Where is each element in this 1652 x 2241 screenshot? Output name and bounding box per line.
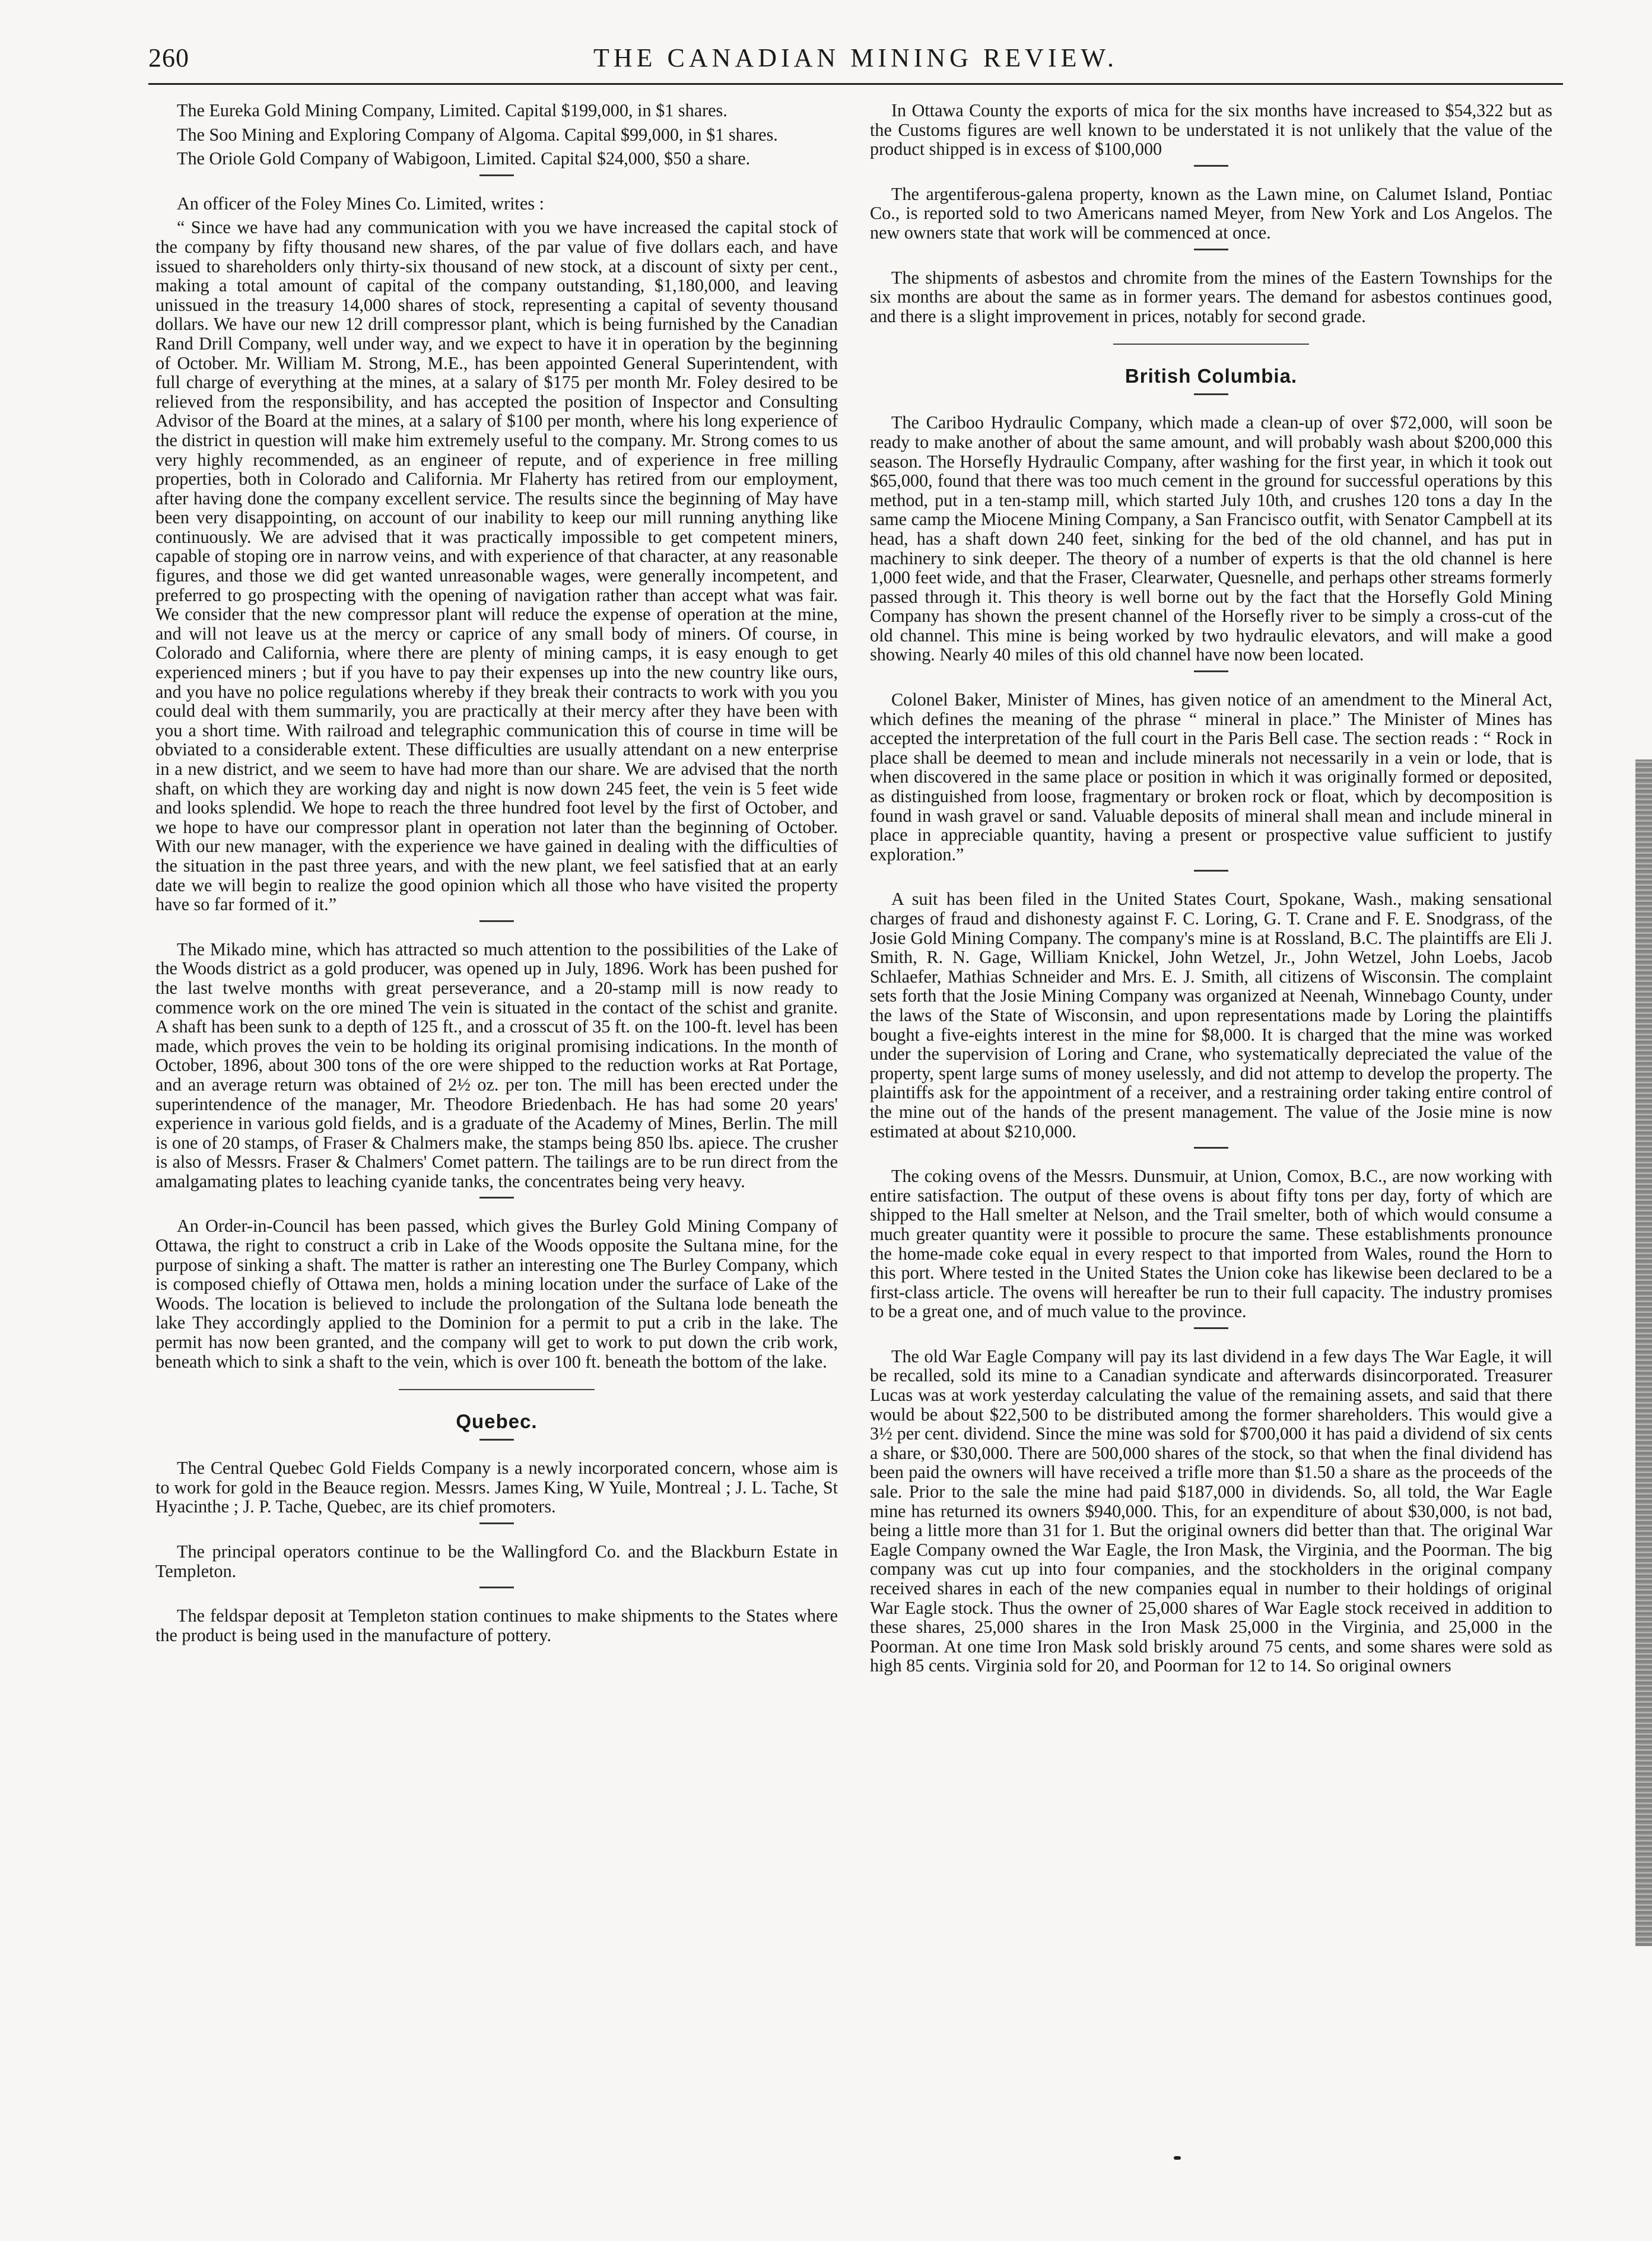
- left-column: [155, 101, 838, 2130]
- josie-suit-article: A suit has been filed in the United States Court, Spokane, Wash., making sensational charges of fraud and dishonesty against F. C. Loring, G. T. Crane and F. E. Snodgrass, of the Josie Gold Mining Company. The company's mine is at Rossland, B.C. The plaintiffs are Eli J. Smith, R. N. Gage, William Knickel, John Wetzel, Jr., John Wetzel, John Loebs, Jacob Schlaefer, Mathias Schneider and Mrs. E. J. Smith, all citizens of Wisconsin. The complaint sets forth that the Josie Mining Company was organized at Neenah, Winnebago County, under the laws of the State of Wisconsin, and upon representations made by Loring the plaintiffs bought a five-eights interest in the mine for $8,000. It is charged that the mine was worked under the supervision of Loring and Crane, who systematically depreciated the value of the property, spent large sums of money uselessly, and did not attemp to develop the property. The plaintiffs ask for the appointment of a receiver, and a restraining order taking entire control of the mine out of the hands of the present management. The value of the Josie mine is now estimated at about $210,000.: [870, 889, 1552, 1142]
- quebec-operators-article: The principal operators continue to be the Wallingford Co. and the Blackburn Estate in Templeton.: [155, 1541, 838, 1581]
- quebec-heading: Quebec.: [456, 1410, 538, 1433]
- mikado-article: The Mikado mine, which has attracted so much attention to the possibilities of the Lake of the Woods district as a gold producer, was opened up in July, 1896. Work has been pushed for the last twelve months with great perseverance, and a 20-stamp mill is now ready to commence work on the ore mined The vein is situated in the contact of the schist and granite. A shaft has been sunk to a depth of 125 ft., and a crosscut of 35 ft. on the 100-ft. level has been made, which proves the vein to be holding its original promising indications. In the month of October, 1896, about 300 tons of the ore were shipped to the reduction works at Rat Portage, and an average return was obtained of 2½ oz. per ton. The mill has been erected under the superintendence of the manager, Mr. Theodore Briedenbach. He has had some 20 years' experience in various gold fields, and is a graduate of the Academy of Mines, Berlin. The mill is one of 20 stamps, of Fraser & Chalmers make, the stamps being 850 lbs. apiece. The crusher is also of Messrs. Fraser & Chalmers' Comet pattern. The tailings are to be run direct from the amalgamating plates to leaching cyanide tanks, the concentrates being very heavy.: [155, 939, 838, 1191]
- separator: [1194, 1327, 1228, 1329]
- mineral-act-article: Colonel Baker, Minister of Mines, has given notice of an amendment to the Mineral Act, which defines the meaning of the phrase “ mineral in place.” The Minister of Mines has accepted the interpretation of the full court in the Paris Bell case. The section reads : “ Rock in place shall be deemed to mean and include minerals not necessarily in a vein or lode, that is when discovered in the same place or position in which it was originally formed or deposited, as distinguished from loose, fragmentary or broken rock or float, which by decomposition is found in wash gravel or sand. Valuable deposits of mineral shall mean and include mineral in place in appreciable quantity, having a present or prospective value sufficient to justify exploration.”: [870, 689, 1552, 864]
- company-listing: The Eureka Gold Mining Company, Limited. Capital $199,000, in $1 shares.: [177, 101, 727, 120]
- war-eagle-article: The old War Eagle Company will pay its last dividend in a few days The War Eagle, it will be recalled, sold its mine to a Canadian syndicate and afterwards disincorporated. Treasurer Lucas was at work yesterday calculating the value of the remaining assets, and said that there would be about $22,500 to be distributed among the former shareholders. This would give a 3½ per cent. dividend. Since the mine was sold for $700,000 it has paid a dividend of six cents a share, or $30,000. There are 500,000 shares of the stock, so that when the final dividend has been paid the owners will have received a trifle more than $1.50 a share as the proceeds of the sale. Prior to the sale the mine had paid $187,000 in dividends. So, all told, the War Eagle mine has returned its owners $940,000. This, for an expenditure of about $30,000, is not bad, being a little more than 31 for 1. But the original owners did better than that. The original War Eagle Company owned the War Eagle, the Iron Mask, the Virginia, and the Poorman. The big company was cut up into four companies, and the stockholders in the original company received shares in each of the new companies equal in number to their holdings of original War Eagle stock. Thus the owner of 25,000 shares of War Eagle stock received in addition to these shares, 25,000 shares in the Iron Mask 25,000 in the Virginia, and 25,000 in the Poorman. At one time Iron Mask sold briskly around 75 cents, and some shares were sold as high 85 cents. Virginia sold for 20, and Poorman for 12 to 14. So original owners: [870, 1346, 1552, 1676]
- section-rule: [1113, 344, 1309, 345]
- burley-article: An Order-in-Council has been passed, which gives the Burley Gold Mining Company of Ottawa, the right to construct a crib in Lake of the Woods opposite the Sultana mine, for the purpose of sinking a shaft. The matter is rather an interesting one The Burley Company, which is composed chiefly of Ottawa men, holds a mining location under the surface of Lake of the Woods. The location is believed to include the prolongation of the Sultana lode beneath the lake They accordingly applied to the Dominion for a permit to put a crib in the lake. The permit has now been granted, and the company will get to work to put down the crib work, beneath which to sink a shaft to the vein, which is over 100 ft. beneath the bottom of the lake.: [155, 1216, 838, 1372]
- separator: [479, 1587, 514, 1588]
- quebec-feldspar-article: The feldspar deposit at Templeton station continues to make shipments to the States where the product is being used in the manufacture of pottery.: [155, 1606, 838, 1645]
- section-rule: [399, 1389, 595, 1390]
- header-rule: [148, 83, 1563, 85]
- masthead: THE CANADIAN MINING REVIEW.: [593, 43, 1118, 72]
- separator: [479, 1439, 514, 1441]
- separator: [1194, 393, 1228, 395]
- page-number: 260: [148, 43, 189, 72]
- separator: [1194, 249, 1228, 250]
- separator: [479, 1522, 514, 1524]
- separator: [1194, 1147, 1228, 1149]
- scan-speck: [1174, 2156, 1181, 2160]
- company-listing: The Soo Mining and Exploring Company of Algoma. Capital $99,000, in $1 shares.: [177, 124, 778, 145]
- foley-intro: An officer of the Foley Mines Co. Limited, writes :: [177, 193, 545, 214]
- galena-article: The argentiferous-galena property, known as the Lawn mine, on Calumet Island, Pontiac Co., is reported sold to two Americans named Meyer, from New York and Los Angelos. The new owners state that work will be commenced at once.: [870, 183, 1552, 243]
- page-header: [148, 43, 1563, 76]
- right-column: [870, 101, 1552, 2130]
- mica-article: In Ottawa County the exports of mica for the six months have increased to $54,322 but as the Customs figures are well known to be understated it is not unlikely that the value of the product shipped is in excess of $100,000: [870, 101, 1552, 160]
- company-listing: The Oriole Gold Company of Wabigoon, Limited. Capital $24,000, $50 a share.: [177, 148, 751, 169]
- quebec-central-article: The Central Quebec Gold Fields Company is a newly incorporated concern, whose aim is to work for gold in the Beauce region. Messrs. James King, W Yuile, Montreal ; J. L. Tache, St Hyacinthe ; J. P. Tache, Quebec, are its chief promoters.: [155, 1458, 838, 1517]
- separator: [479, 920, 514, 922]
- separator: [1194, 165, 1228, 167]
- separator: [479, 174, 514, 176]
- separator: [1194, 670, 1228, 672]
- scan-edge-mark: [1635, 759, 1652, 1946]
- british-columbia-heading: British Columbia.: [1124, 365, 1298, 387]
- cariboo-article: The Cariboo Hydraulic Company, which made a clean-up of over $72,000, will soon be ready to make another of about the same amount, and will probably wash about $200,000 this season. The Horsefly Hydraulic Company, after washing for the first year, in which it took out $65,000, found that there was too much cement in the ground for successful operations by this method, put in a ten-stamp mill, which started July 10th, and crushes 120 tons a day In the same camp the Miocene Mining Company, a San Francisco outfit, with Senator Campbell at its head, has a shaft down 240 feet, sinking for the bed of the old channel, and has put in machinery to sink deeper. The theory of a number of experts is that the old channel is here 1,000 feet wide, and that the Fraser, Clearwater, Quesnelle, and perhaps other streams formerly passed through it. This theory is well borne out by the fact that the Horsefly Gold Mining Company has shown the present channel of the Horsefly river to be simply a cross-cut of the old channel. This mine is being worked by two hydraulic elevators, and will make a good showing. Nearly 40 miles of this old channel have now been located.: [870, 412, 1552, 665]
- separator: [1194, 870, 1228, 872]
- separator: [479, 1197, 514, 1199]
- foley-letter: “ Since we have had any communication with you we have increased the capital stock of the company by fifty thousand new shares, of the par value of five dollars each, and have issued to shareholders only thirty-six thousand of new stock, at a discount of sixty per cent., making a total amount of capital of the company outstanding, $1,180,000, and leaving unissued in the treasury 14,000 shares of stock, representing a capital of seventy thousand dollars. We have our new 12 drill compressor plant, which is being furnished by the Canadian Rand Drill Company, well under way, and we expect to have it in operation by the beginning of October. Mr. William M. Strong, M.E., has been appointed General Superintendent, with full charge of everything at the mines, at a salary of $175 per month Mr. Foley desired to be relieved from the responsibility, and has accepted the position of Inspector and Consulting Advisor of the Board at the mines, at a salary of $100 per month, where his long experience of the district in question will make him extremely useful to the company. Mr. Strong comes to us very highly recommended, as an engineer of repute, and of experience in free milling properties, both in Colorado and California. Mr Flaherty has retired from our employment, after having done the company excellent service. The results since the beginning of May have been very disappointing, on account of our inability to keep our mill running anything like continuously. We are advised that it was practically impossible to get competent miners, capable of stoping ore in narrow veins, and with experience of that character, at any reasonable figures, and those we did get wanted unreasonable wages, were generally incompetent, and preferred to go prospecting with the opening of navigation rather than accept what was fair. We consider that the new compressor plant will reduce the expense of operation at the mine, and will not leave us at the mercy or caprice of any small body of miners. Of course, in Colorado and California, where there are plenty of mining camps, it is easy enough to get experienced miners ; but if you have to pay their expenses up into the new country like ours, and you have no police regulations whereby if they break their contracts to work with you you could deal with them summarily, you are practically at their mercy after they have been with you a short time. With railroad and telegraphic communication this of course in time will be obviated to a considerable extent. These difficulties are usually attendant on a new enterprise in a new district, and we seem to have had more than our share. We are advised that the north shaft, on which they are working day and night is now down 245 feet, the vein is 5 feet wide and looks splendid. We hope to reach the three hundred foot level by the first of October, and we hope to have our compressor plant in operation not later than the beginning of October. With our new manager, with the experience we have gained in dealing with the difficulties of the situation in the past three years, and with the new plant, we feel satisfied that at an early date we will begin to realize the good opinion which all those who have visited the property have so far formed of it.”: [155, 217, 838, 915]
- asbestos-article: The shipments of asbestos and chromite from the mines of the Eastern Townships for the six months are about the same as in former years. The demand for asbestos continues good, and there is a slight improvement in prices, notably for second grade.: [870, 267, 1552, 326]
- coking-ovens-article: The coking ovens of the Messrs. Dunsmuir, at Union, Comox, B.C., are now working with entire satisfaction. The output of these ovens is about fifty tons per day, forty of which are shipped to the Hall smelter at Nelson, and the Trail smelter, both of which would consume a much greater quantity were it possible to procure the same. These establishments pronounce the home-made coke equal in every respect to that imported from Wales, round the Horn to this port. Where tested in the United States the Union coke has likewise been declared to be a first-class article. The ovens will hereafter be run to their full capacity. The industry promises to be a great one, and of much value to the province.: [870, 1166, 1552, 1322]
